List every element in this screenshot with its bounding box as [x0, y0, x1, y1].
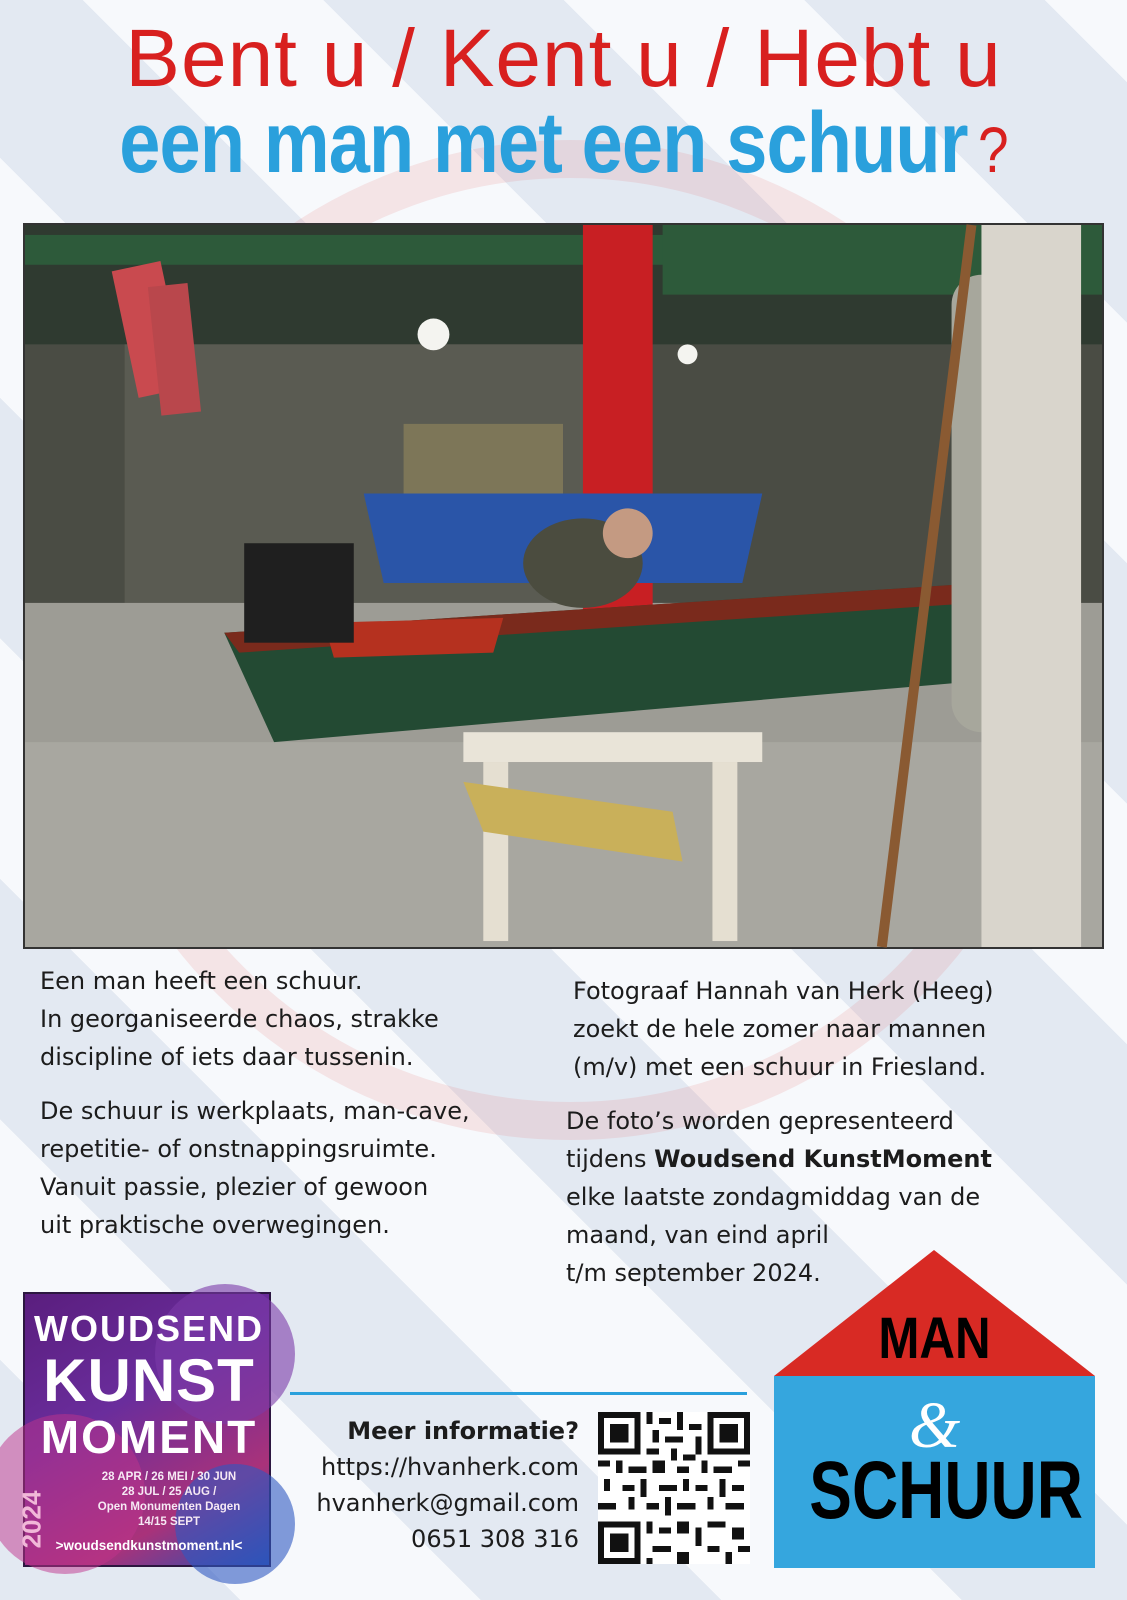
- left-paragraph-1: [40, 962, 439, 1076]
- logo-schuur-text: SCHUUR: [809, 1445, 1083, 1536]
- logo-ampersand: &: [908, 1389, 961, 1462]
- photo-illustration: [25, 225, 1102, 947]
- date-line: 28 APR / 26 MEI / 30 JUN: [101, 1471, 237, 1483]
- contact-info: [316, 1413, 579, 1557]
- text-line: uit praktische overwegingen.: [40, 1211, 390, 1239]
- headline-question-mark: ?: [977, 114, 1008, 186]
- event-name: Woudsend KunstMoment: [654, 1145, 992, 1173]
- text-line: Een man heeft een schuur.: [40, 967, 363, 995]
- headline-top: Bent u / Kent u / Hebt u: [125, 13, 1002, 104]
- text-line: [566, 1140, 992, 1178]
- text-line: zoekt de hele zomer naar mannen: [573, 1015, 987, 1043]
- text-line: t/m september 2024.: [566, 1259, 821, 1287]
- text-line: maand, van eind april: [566, 1221, 829, 1249]
- logo-year: 2024: [16, 1490, 47, 1549]
- date-line: Open Monumenten Dagen: [97, 1501, 241, 1513]
- logo-man-text: MAN: [878, 1306, 991, 1371]
- logo-website: >woudsendkunstmoment.nl<: [55, 1538, 243, 1553]
- contact-phone: 0651 308 316: [411, 1525, 579, 1553]
- text-line: De foto’s worden gepresenteerd: [566, 1107, 954, 1135]
- text-line: In georganiseerde chaos, strakke: [40, 1005, 439, 1033]
- logo-woudsend: WOUDSEND: [34, 1308, 264, 1349]
- text-line: elke laatste zondagmiddag van de: [566, 1183, 981, 1211]
- text-line: repetitie- of onstnappingsruimte.: [40, 1135, 437, 1163]
- right-paragraph-1: [573, 972, 994, 1086]
- text-prefix: tijdens: [566, 1145, 655, 1173]
- contact-url[interactable]: https://hvanherk.com: [321, 1453, 579, 1481]
- headline-main: [79, 95, 1048, 191]
- woudsend-kunstmoment-logo: [16, 1292, 271, 1567]
- date-line: 28 JUL / 25 AUG /: [121, 1486, 217, 1498]
- date-line: 14/15 SEPT: [137, 1516, 200, 1528]
- text-line: discipline of iets daar tussenin.: [40, 1043, 414, 1071]
- qr-code[interactable]: [598, 1412, 750, 1564]
- contact-email[interactable]: hvanherk@gmail.com: [316, 1489, 579, 1517]
- logo-dates: [71, 1470, 267, 1530]
- left-paragraph-2: [40, 1092, 470, 1244]
- text-line: (m/v) met een schuur in Friesland.: [573, 1053, 987, 1081]
- logo-kunst: KUNST: [43, 1347, 255, 1414]
- contact-divider: [290, 1392, 747, 1395]
- text-line: Fotograaf Hannah van Herk (Heeg): [573, 977, 994, 1005]
- logo-moment: MOMENT: [40, 1411, 258, 1463]
- workshop-photo: [23, 223, 1104, 949]
- text-line: Vanuit passie, plezier of gewoon: [40, 1173, 429, 1201]
- headline-main-text: een man met een schuur: [119, 95, 968, 191]
- text-line: De schuur is werkplaats, man-cave,: [40, 1097, 470, 1125]
- contact-heading: Meer informatie?: [347, 1417, 579, 1445]
